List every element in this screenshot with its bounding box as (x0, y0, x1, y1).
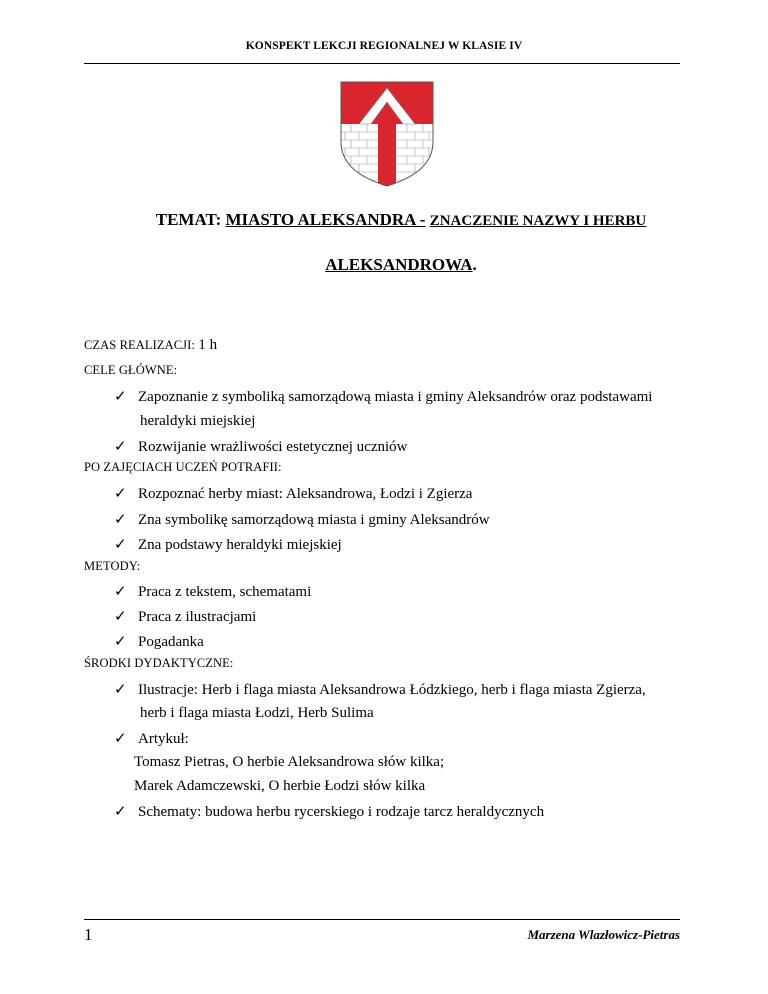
topic-title-part2: ZNACZENIE NAZWY I HERBU (429, 213, 647, 229)
footer-divider (84, 919, 680, 920)
document-header-title: KONSPEKT LEKCJI REGIONALNEJ W KLASIE IV (245, 40, 523, 52)
method-item (114, 632, 204, 651)
outcome-item (114, 510, 490, 529)
outcome-item-text: Rozpoznać herby miast: Aleksandrowa, Łodzi i Zgierza (138, 486, 473, 502)
check-icon: ✓ (114, 584, 127, 600)
author-name: Marzena Wlazłowicz-Pietras (527, 927, 680, 942)
method-item-text: Pogadanka (138, 634, 204, 650)
time-label: CZAS REALIZACJI: (84, 338, 195, 352)
header-divider (84, 63, 680, 64)
goal-item-text: Rozwijanie wrażliwości estetycznej uczniów (138, 439, 408, 455)
outcome-item-text: Zna podstawy heraldyki miejskiej (138, 537, 342, 553)
check-icon: ✓ (114, 804, 127, 820)
goal-item-continuation: heraldyki miejskiej (140, 413, 256, 429)
check-icon: ✓ (114, 389, 127, 405)
resource-item-illustrations (114, 680, 680, 699)
article-reference: Tomasz Pietras, O herbie Aleksandrowa słów kilka; (134, 754, 445, 770)
check-icon: ✓ (114, 634, 127, 650)
topic-title-part1: MIASTO ALEKSANDRA - (225, 210, 426, 229)
check-icon: ✓ (114, 731, 127, 747)
method-item-text: Praca z tekstem, schematami (138, 584, 312, 600)
resource-item-schemes (114, 802, 544, 821)
outcome-item-text: Zna symbolikę samorządową miasta i gminy Aleksandrów (138, 512, 490, 528)
method-item (114, 582, 311, 601)
topic-title-part3: ALEKSANDROWA (325, 255, 473, 274)
article-reference: Marek Adamczewski, O herbie Łodzi słów kilka (134, 778, 426, 794)
goal-item (114, 387, 652, 406)
check-icon: ✓ (114, 609, 127, 625)
page-number: 1 (84, 925, 93, 944)
outcomes-label: PO ZAJĘCIACH UCZEŃ POTRAFII: (84, 460, 282, 474)
check-icon: ✓ (114, 682, 127, 698)
goal-item (114, 437, 407, 456)
topic-prefix: TEMAT: (155, 210, 222, 229)
check-icon: ✓ (114, 486, 127, 502)
resource-illustrations-text: Ilustracje: Herb i flaga miasta Aleksandrowa Łódzkiego, herb i flaga miasta Zgierza, (138, 682, 646, 698)
article-label: Artykuł: (138, 731, 189, 747)
time-section (84, 337, 217, 354)
resource-illustrations-continuation: herb i flaga miasta Łodzi, Herb Sulima (140, 705, 374, 721)
outcome-item (114, 535, 342, 554)
check-icon: ✓ (114, 512, 127, 528)
resources-label: ŚRODKI DYDAKTYCZNE: (84, 656, 234, 670)
methods-label: METODY: (84, 559, 141, 573)
check-icon: ✓ (114, 439, 127, 455)
schemes-text: Schematy: budowa herbu rycerskiego i rodzaje tarcz heraldycznych (138, 804, 545, 820)
check-icon: ✓ (114, 537, 127, 553)
coat-of-arms-image (337, 80, 437, 188)
goal-item-text: Zapoznanie z symboliką samorządową miasta i gminy Aleksandrów oraz podstawami (138, 389, 653, 405)
outcome-item (114, 484, 472, 503)
lesson-topic (131, 198, 671, 287)
topic-period: . (472, 255, 477, 274)
method-item-text: Praca z ilustracjami (138, 609, 257, 625)
goals-label: CELE GŁÓWNE: (84, 363, 178, 377)
resource-item-article (114, 729, 189, 748)
time-value: 1 h (198, 337, 218, 353)
method-item (114, 607, 256, 626)
